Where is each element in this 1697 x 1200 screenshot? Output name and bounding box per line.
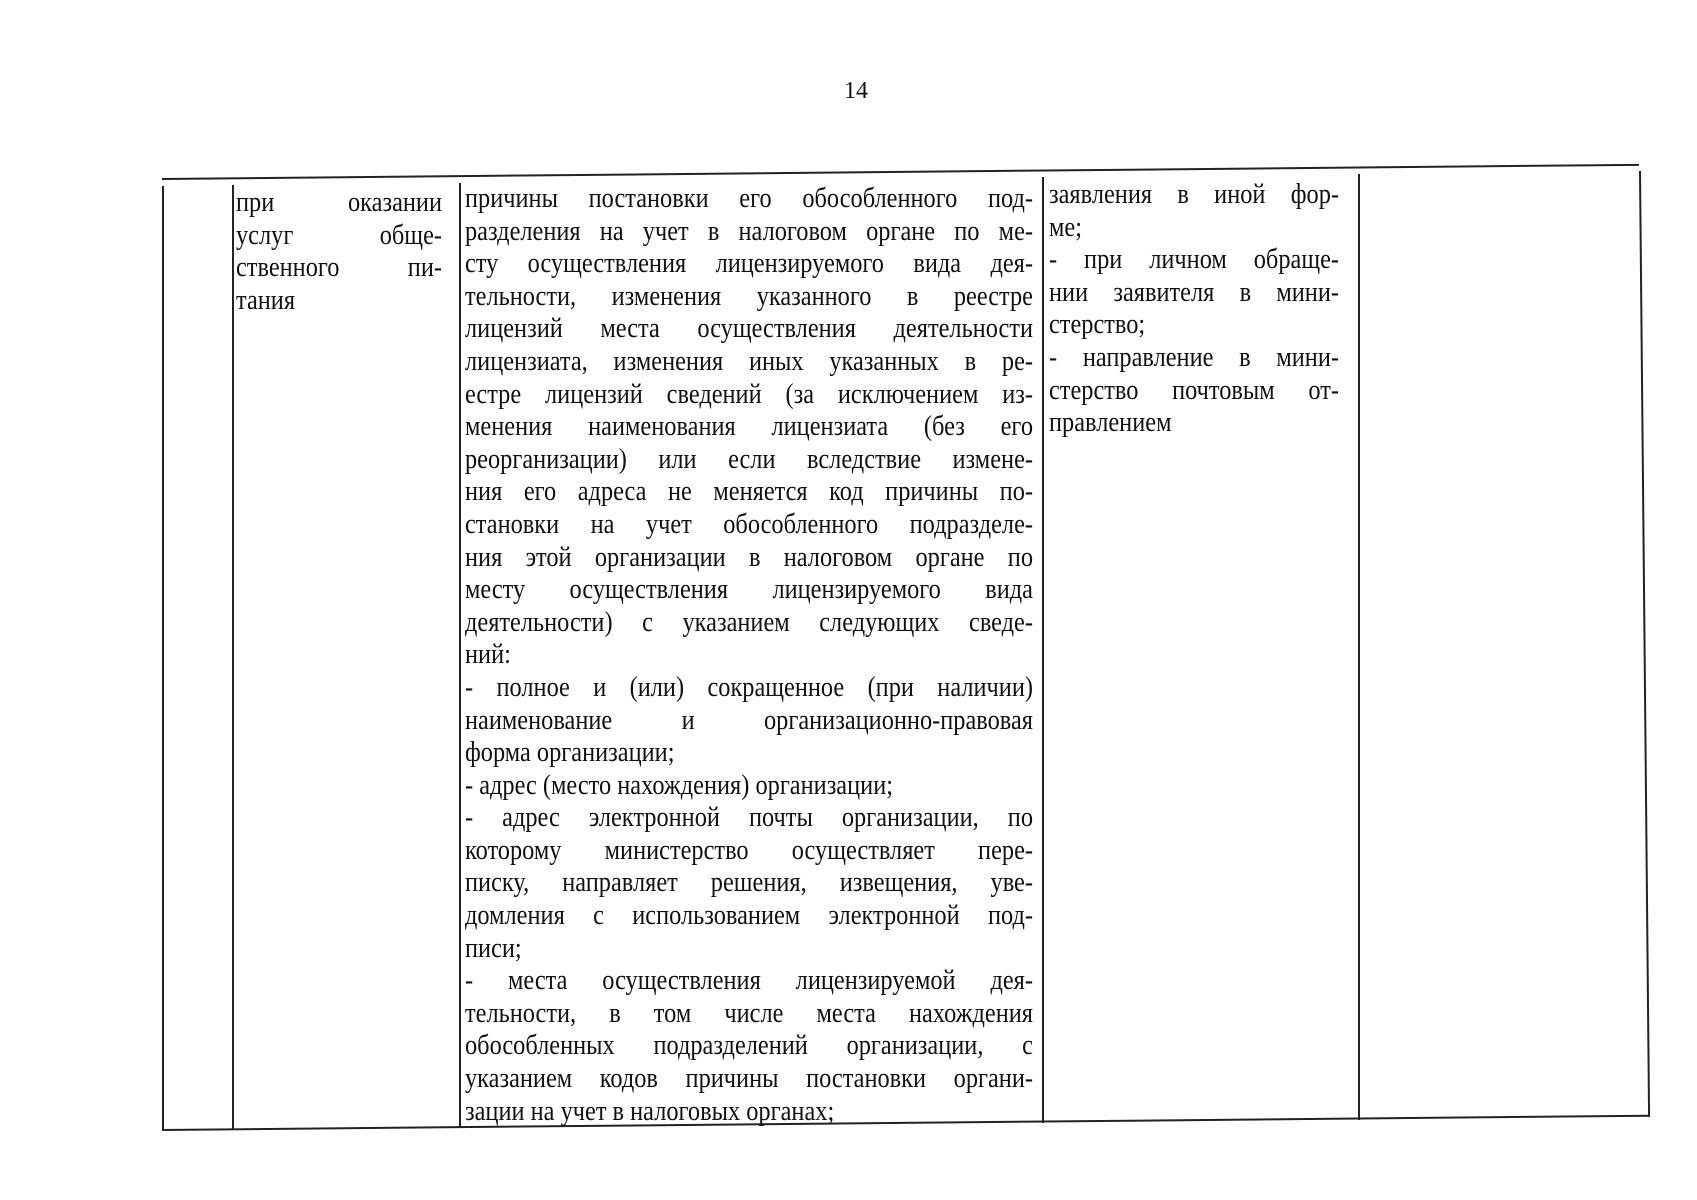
text-line: причины постановки его обособленного под- bbox=[465, 182, 1033, 214]
text-line: писку, направляет решения, извещения, уве- bbox=[465, 866, 1033, 899]
text-line: - адрес (место нахождения) организации; bbox=[465, 768, 894, 801]
text-line: - при личном обраще- bbox=[1049, 243, 1339, 276]
text-line: нии заявителя в мини- bbox=[1049, 275, 1339, 308]
text-line: деятельности) с указанием следующих сведе- bbox=[465, 605, 1033, 638]
text-line: - места осуществления лицензируемой дея- bbox=[465, 964, 1033, 997]
text-line: реорганизации) или если вследствие измене- bbox=[465, 442, 1033, 475]
column-divider-4 bbox=[1358, 174, 1360, 1120]
text-line: лицензий места осуществления деятельности bbox=[465, 312, 1033, 345]
text-line: заявления в иной фор- bbox=[1049, 178, 1339, 210]
text-line: ния его адреса не меняется код причины по- bbox=[465, 475, 1033, 508]
cell-submission bbox=[1049, 178, 1339, 439]
column-divider-3 bbox=[1042, 177, 1044, 1123]
text-line: тельности, в том числе места нахождения bbox=[465, 996, 1033, 1029]
text-line: сту осуществления лицензируемого вида дея- bbox=[465, 247, 1033, 280]
page-number: 14 bbox=[844, 78, 868, 104]
text-line: наименование и организационно-правовая bbox=[465, 703, 1033, 736]
text-line: зации на учет в налоговых органах; bbox=[465, 1094, 835, 1127]
cell-activity bbox=[236, 186, 442, 316]
text-line: при оказании bbox=[236, 186, 442, 218]
text-line: писи; bbox=[465, 931, 522, 964]
text-line: разделения на учет в налоговом органе по ме- bbox=[465, 214, 1033, 247]
text-line: правлением bbox=[1049, 406, 1172, 439]
text-line: месту осуществления лицензируемого вида bbox=[465, 573, 1033, 606]
text-line: ний: bbox=[465, 638, 511, 671]
text-line: ния этой организации в налоговом органе по bbox=[465, 540, 1033, 573]
text-line: указанием кодов причины постановки органи- bbox=[465, 1062, 1033, 1095]
text-line: ме; bbox=[1049, 210, 1082, 243]
text-line: ственного пи- bbox=[236, 251, 442, 284]
cell-requirements bbox=[465, 182, 1033, 1127]
text-line: услуг обще- bbox=[236, 218, 442, 251]
text-line: обособленных подразделений организации, с bbox=[465, 1029, 1033, 1062]
text-line: которому министерство осуществляет пере- bbox=[465, 833, 1033, 866]
table-left-border bbox=[162, 186, 164, 1130]
text-line: - полное и (или) сокращенное (при наличии) bbox=[465, 670, 1033, 703]
column-divider-2 bbox=[459, 183, 461, 1128]
table-top-border bbox=[162, 164, 1639, 180]
column-divider-1 bbox=[232, 185, 234, 1130]
text-line: лицензиата, изменения иных указанных в ре- bbox=[465, 344, 1033, 377]
text-line: - направление в мини- bbox=[1049, 340, 1339, 373]
text-line: тания bbox=[236, 283, 296, 316]
text-line: становки на учет обособленного подразделе- bbox=[465, 507, 1033, 540]
table-right-border bbox=[1639, 171, 1650, 1117]
text-line: естре лицензий сведений (за исключением из- bbox=[465, 377, 1033, 410]
text-line: менения наименования лицензиата (без его bbox=[465, 410, 1033, 443]
text-line: стерство почтовым от- bbox=[1049, 373, 1339, 406]
text-line: - адрес электронной почты организации, по bbox=[465, 801, 1033, 834]
text-line: тельности, изменения указанного в реестре bbox=[465, 279, 1033, 312]
text-line: форма организации; bbox=[465, 736, 675, 769]
text-line: домления с использованием электронной под- bbox=[465, 899, 1033, 932]
text-line: стерство; bbox=[1049, 308, 1146, 341]
